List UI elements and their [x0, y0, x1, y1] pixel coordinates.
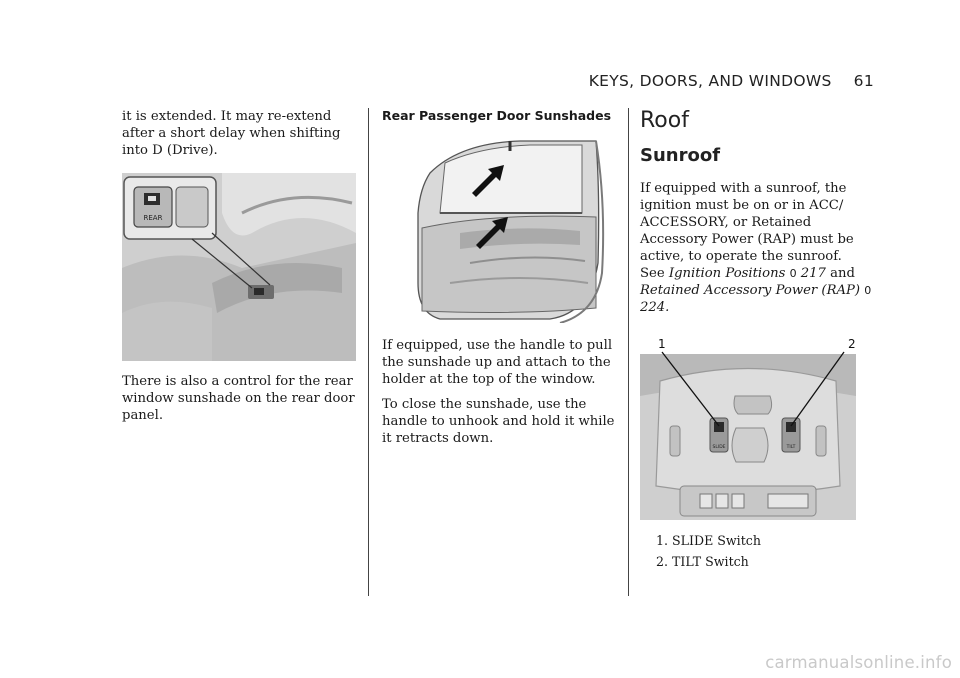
header-title: KEYS, DOORS, AND WINDOWS	[588, 72, 832, 90]
column-left	[122, 108, 358, 432]
paragraph: There is also a control for the rear window sunshade on the rear door panel.	[122, 374, 355, 423]
page-ref-icon: 0	[789, 267, 797, 280]
see-word: See	[640, 266, 665, 281]
page-number: 61	[853, 72, 874, 90]
and-word: and	[830, 266, 855, 281]
xref-ignition-positions[interactable]: Ignition Positions	[668, 266, 786, 281]
sunroof-switch-figure	[640, 336, 856, 522]
caption-item: 1. SLIDE Switch	[656, 533, 761, 548]
rear-label: REAR	[143, 214, 163, 222]
callout-1: 1	[658, 337, 666, 351]
watermark: carmanualsonline.info	[765, 653, 952, 672]
callout-2: 2	[848, 337, 856, 351]
paragraph: it is extended. It may re-extend after a short delay when shifting into D (Drive).	[122, 109, 341, 158]
paragraph: If equipped with a sunroof, the ignition must be on or in ACC/ ACCESSORY, or Retained Accessory Power (RAP) must be active, to operate the sunroof.	[640, 181, 854, 264]
subsection-title: Sunroof	[640, 145, 721, 166]
tilt-label: TILT	[786, 445, 796, 450]
xref-page[interactable]: 224.	[640, 300, 670, 315]
rear-door-sunshade-figure	[400, 133, 610, 323]
paragraph: To close the sunshade, use the handle to unhook and hold it while it retracts down.	[382, 397, 615, 446]
column-right	[640, 108, 880, 574]
cross-reference-paragraph	[640, 265, 880, 316]
running-header	[589, 72, 874, 90]
page-ref-icon: 0	[864, 284, 872, 297]
paragraph: If equipped, use the handle to pull the sunshade up and attach to the holder at the top of the window.	[382, 338, 613, 387]
subheading: Rear Passenger Door Sunshades	[382, 108, 612, 123]
figure-captions	[640, 532, 880, 570]
section-title: Roof	[640, 108, 689, 133]
column-divider	[368, 108, 369, 596]
rear-window-switch-figure	[122, 173, 356, 361]
column-middle	[382, 108, 618, 455]
column-divider	[628, 108, 629, 596]
xref-retained-accessory-power[interactable]: Retained Accessory Power (RAP)	[640, 283, 861, 298]
caption-item: 2. TILT Switch	[656, 554, 749, 569]
slide-label: SLIDE	[712, 445, 726, 450]
xref-page[interactable]: 217	[800, 266, 826, 281]
